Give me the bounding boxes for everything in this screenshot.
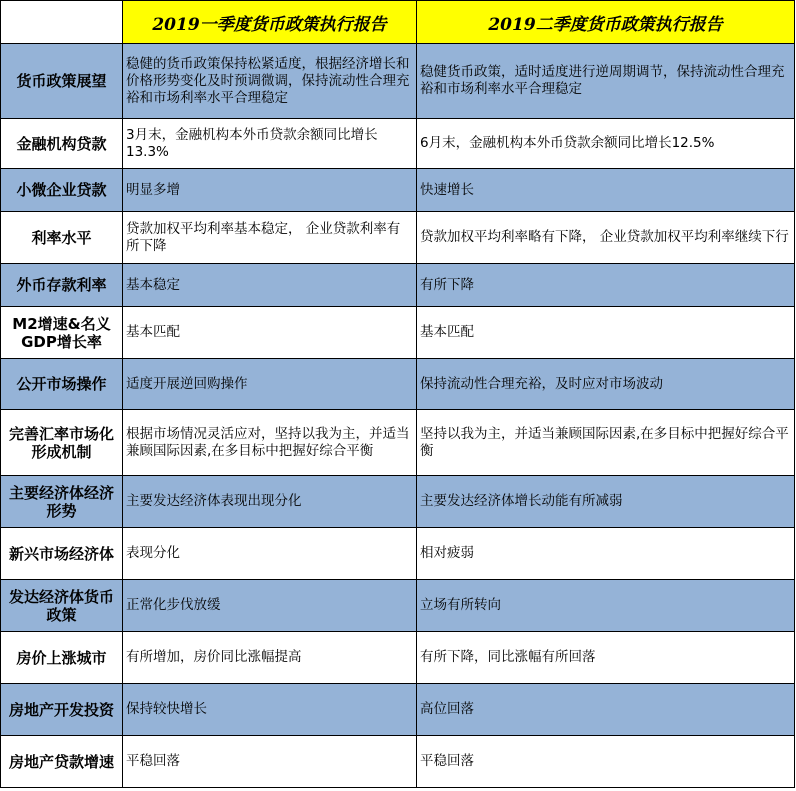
table-row bbox=[1, 359, 795, 410]
row-label: 房地产开发投资 bbox=[1, 684, 123, 736]
row-label: 利率水平 bbox=[1, 212, 123, 264]
q2-cell: 稳健货币政策，适时适度进行逆周期调节，保持流动性合理充裕和市场利率水平合理稳定 bbox=[417, 44, 795, 119]
q2-cell: 相对疲弱 bbox=[417, 528, 795, 580]
q2-cell: 坚持以我为主，并适当兼顾国际因素,在多目标中把握好综合平衡 bbox=[417, 410, 795, 476]
header-q1: 2019一季度货币政策执行报告 bbox=[123, 1, 417, 44]
row-label: 公开市场操作 bbox=[1, 359, 123, 410]
table-row bbox=[1, 44, 795, 119]
table-row bbox=[1, 264, 795, 307]
q2-cell: 高位回落 bbox=[417, 684, 795, 736]
header-corner bbox=[1, 1, 123, 44]
q1-cell: 表现分化 bbox=[123, 528, 417, 580]
table-row bbox=[1, 528, 795, 580]
row-label: 金融机构贷款 bbox=[1, 119, 123, 169]
q1-cell: 适度开展逆回购操作 bbox=[123, 359, 417, 410]
table-row bbox=[1, 580, 795, 632]
table-row bbox=[1, 169, 795, 212]
table-row bbox=[1, 212, 795, 264]
row-label: 小微企业贷款 bbox=[1, 169, 123, 212]
q2-cell: 快速增长 bbox=[417, 169, 795, 212]
q1-cell: 明显多增 bbox=[123, 169, 417, 212]
table-row bbox=[1, 410, 795, 476]
q1-cell: 正常化步伐放缓 bbox=[123, 580, 417, 632]
q1-cell: 稳健的货币政策保持松紧适度，根据经济增长和价格形势变化及时预调微调，保持流动性合理充裕和市场利率水平合理稳定 bbox=[123, 44, 417, 119]
table-row bbox=[1, 119, 795, 169]
q1-cell: 3月末，金融机构本外币贷款余额同比增长13.3% bbox=[123, 119, 417, 169]
q2-cell: 6月末，金融机构本外币贷款余额同比增长12.5% bbox=[417, 119, 795, 169]
q2-cell: 贷款加权平均利率略有下降， 企业贷款加权平均利率继续下行 bbox=[417, 212, 795, 264]
row-label: 房地产贷款增速 bbox=[1, 736, 123, 788]
q1-cell: 保持较快增长 bbox=[123, 684, 417, 736]
q1-cell: 主要发达经济体表现出现分化 bbox=[123, 476, 417, 528]
header-q2: 2019二季度货币政策执行报告 bbox=[417, 1, 795, 44]
q2-cell: 有所下降，同比涨幅有所回落 bbox=[417, 632, 795, 684]
row-label: 发达经济体货币政策 bbox=[1, 580, 123, 632]
q2-cell: 基本匹配 bbox=[417, 307, 795, 359]
q1-cell: 基本匹配 bbox=[123, 307, 417, 359]
q2-cell: 有所下降 bbox=[417, 264, 795, 307]
row-label: M2增速&名义GDP增长率 bbox=[1, 307, 123, 359]
header-row bbox=[1, 1, 795, 44]
table-row bbox=[1, 476, 795, 528]
row-label: 外币存款利率 bbox=[1, 264, 123, 307]
table-row bbox=[1, 632, 795, 684]
row-label: 新兴市场经济体 bbox=[1, 528, 123, 580]
row-label: 完善汇率市场化形成机制 bbox=[1, 410, 123, 476]
row-label: 货币政策展望 bbox=[1, 44, 123, 119]
q1-cell: 根据市场情况灵活应对，坚持以我为主，并适当兼顾国际因素,在多目标中把握好综合平衡 bbox=[123, 410, 417, 476]
table-row bbox=[1, 307, 795, 359]
q2-cell: 立场有所转向 bbox=[417, 580, 795, 632]
row-label: 主要经济体经济形势 bbox=[1, 476, 123, 528]
q1-cell: 基本稳定 bbox=[123, 264, 417, 307]
q1-cell: 贷款加权平均利率基本稳定， 企业贷款利率有所下降 bbox=[123, 212, 417, 264]
table-row bbox=[1, 736, 795, 788]
q2-cell: 平稳回落 bbox=[417, 736, 795, 788]
row-label: 房价上涨城市 bbox=[1, 632, 123, 684]
q2-cell: 保持流动性合理充裕，及时应对市场波动 bbox=[417, 359, 795, 410]
q2-cell: 主要发达经济体增长动能有所减弱 bbox=[417, 476, 795, 528]
table-row bbox=[1, 684, 795, 736]
q1-cell: 有所增加，房价同比涨幅提高 bbox=[123, 632, 417, 684]
q1-cell: 平稳回落 bbox=[123, 736, 417, 788]
